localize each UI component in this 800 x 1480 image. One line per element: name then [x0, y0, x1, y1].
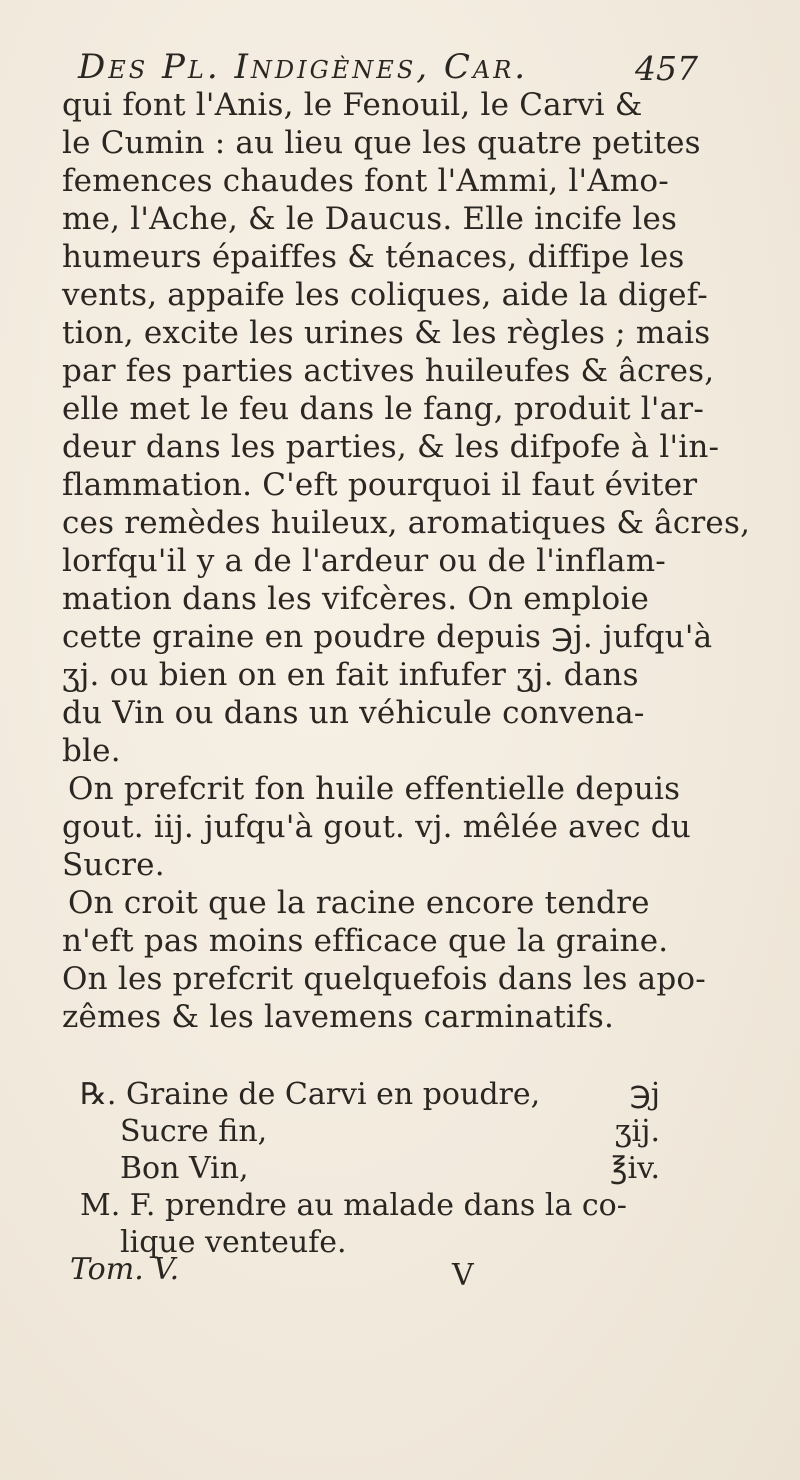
- text-line: n'eft pas moins efficace que la graine.: [62, 923, 669, 959]
- recipe-instruction-line: lique venteufe.: [120, 1225, 347, 1260]
- text-line: ces remèdes huileux, aromatiques & âcres,: [62, 505, 751, 541]
- recipe-row: [80, 1113, 660, 1150]
- text-line: On croit que la racine encore tendre: [68, 885, 650, 921]
- recipe-row: [80, 1150, 660, 1187]
- text-line: me, l'Ache, & le Daucus. Elle incife les: [62, 201, 678, 237]
- recipe-quantity: ℈j: [629, 1077, 660, 1112]
- text-line: ʒj. ou bien on en fait infufer ʒj. dans: [62, 657, 639, 693]
- recipe-block: [80, 1076, 660, 1261]
- recipe-ingredient: Bon Vin,: [120, 1151, 249, 1186]
- text-line: ble.: [62, 733, 121, 769]
- text-line: cette graine en poudre depuis ℈j. jufqu'à: [62, 619, 713, 655]
- recipe-ingredient: ℞. Graine de Carvi en poudre,: [80, 1077, 541, 1112]
- recipe-instruction-line: M. F. prendre au malade dans la co-: [80, 1188, 627, 1223]
- text-line: tion, excite les urines & les règles ; mais: [62, 315, 711, 351]
- text-line: flammation. C'eft pourquoi il faut éviter: [62, 467, 698, 503]
- text-line: qui font l'Anis, le Fenouil, le Carvi &: [62, 87, 643, 123]
- page-number: 457: [635, 49, 698, 88]
- recipe-ingredient: Sucre fin,: [120, 1114, 268, 1149]
- text-line: zêmes & les lavemens carminatifs.: [62, 999, 615, 1035]
- text-line: gout. iij. jufqu'à gout. vj. mêlée avec du: [62, 809, 691, 845]
- text-line: humeurs épaiffes & ténaces, diffipe les: [62, 239, 685, 275]
- recipe-quantity: ℥iv.: [610, 1151, 660, 1186]
- page-footer: [70, 1252, 670, 1292]
- recipe-instruction: [80, 1187, 660, 1224]
- running-head-title: Des Pl. Indigènes, Car.: [78, 47, 529, 87]
- text-line: lorfqu'il y a de l'ardeur ou de l'inflam-: [62, 543, 666, 579]
- text-line: par fes parties actives huileufes & âcres,: [62, 353, 715, 389]
- text-line: le Cumin : au lieu que les quatre petites: [62, 125, 701, 161]
- text-line: On les prefcrit quelquefois dans les apo-: [62, 961, 706, 997]
- text-line: femences chaudes font l'Ammi, l'Amo-: [62, 163, 669, 199]
- text-line: Sucre.: [62, 847, 165, 883]
- text-line: vents, appaife les coliques, aide la digef-: [62, 277, 708, 313]
- catchword: V: [452, 1258, 474, 1293]
- body-text: [62, 82, 751, 1036]
- text-line: du Vin ou dans un véhicule convena-: [62, 695, 645, 731]
- signature-mark: Tom. V.: [70, 1252, 180, 1287]
- text-line: elle met le feu dans le fang, produit l'ar-: [62, 391, 704, 427]
- recipe-row: [80, 1076, 660, 1113]
- text-line: mation dans les vifcères. On emploie: [62, 581, 650, 617]
- text-line: deur dans les parties, & les difpofe à l'in-: [62, 429, 720, 465]
- text-line: On prefcrit fon huile effentielle depuis: [68, 771, 681, 807]
- recipe-quantity: ʒij.: [614, 1114, 660, 1149]
